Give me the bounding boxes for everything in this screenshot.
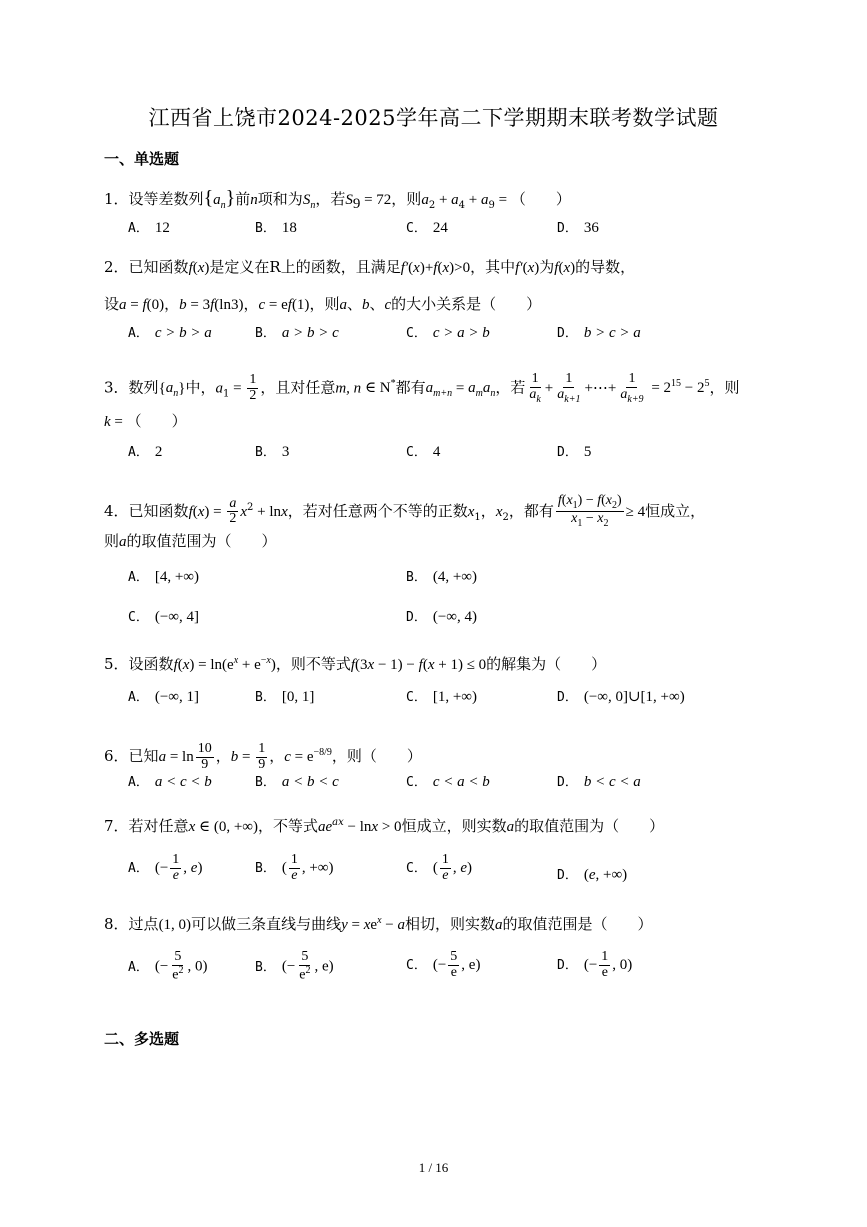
q2-option-c: C． c > a > b xyxy=(406,325,490,341)
q1-option-c: C． 24 xyxy=(406,220,448,236)
q1-option-a: A． 12 xyxy=(128,220,170,236)
question-8: 8．过点(1, 0)可以做三条直线与曲线$y = xe^x - a$相切，则实数a的取值范围是（ ） xyxy=(104,915,653,933)
section-heading-multiple-choice: 二、多选题 xyxy=(104,1030,180,1048)
question-5: 5．设函数$f(x) = \ln(e^x + e^{-x})$，则不等式f(3x − 1) − f(x + 1) ≤ 0的解集为（ ） xyxy=(104,655,607,673)
q3-option-a: A． 2 xyxy=(128,444,163,460)
question-3-line-1: 3．数列$\{a_n\}$中，$a_1$ = $\frac{1}{2}$ ，且对任意m, n ∈ N*都有$a_{m+n} = a_ma_n$，若 $\frac{1}{a_k}$ + $\frac{1}{a_{k+1}}$ +⋯+ $\frac{1}{a_{k+9}}$ = $2^{15} - 2^5$，则 xyxy=(104,371,740,405)
page-number: 1 / 16 xyxy=(418,1160,449,1175)
q6-option-b: B． a < b < c xyxy=(255,774,339,790)
q4-option-c: C． (−∞, 4] xyxy=(128,609,199,625)
question-1: 1．设等差数列$\{a_n\}$前n项和为$S_n$，若$S_9 = 72$，则$a_2 + a_4 + a_9$ = （ ） xyxy=(104,187,571,212)
q8-option-b: B． (− $\frac{5}{e^2}$ , e) xyxy=(255,949,334,983)
q4-option-d: D． (−∞, 4) xyxy=(406,609,477,625)
q8-option-d: D． (− $\frac{1}{e}$ , 0) xyxy=(557,949,633,980)
q5-option-b: B． [0, 1] xyxy=(255,689,315,705)
q5-option-a: A． (−∞, 1] xyxy=(128,689,199,705)
q6-option-d: D． b < c < a xyxy=(557,774,641,790)
question-4-line-2: 则a的取值范围为（ ） xyxy=(104,532,277,550)
page-title: 江西省上饶市2024-2025学年高二下学期期末联考数学试题 xyxy=(148,106,719,130)
q2-option-d: D． b > c > a xyxy=(557,325,641,341)
q8-option-c: C． (− $\frac{5}{e}$ , e) xyxy=(406,949,481,980)
q3-option-d: D． 5 xyxy=(557,444,592,460)
q7-option-c: C． ( $\frac{1}{e}$ , e) xyxy=(406,852,472,883)
q6-option-c: C． c < a < b xyxy=(406,774,490,790)
q3-option-b: B． 3 xyxy=(255,444,290,460)
q5-option-d: D． (−∞, 0]∪[1, +∞) xyxy=(557,689,685,705)
q6-option-a: A． a < c < b xyxy=(128,774,212,790)
question-6: 6．已知a = ln $\frac{10}{9}$ ，b = $\frac{1}{9}$ ，$c = e^{-8/9}$，则（ ） xyxy=(104,741,422,772)
q1-option-b: B． 18 xyxy=(255,220,297,236)
q8-option-a: A． (− $\frac{5}{e^2}$ , 0) xyxy=(128,949,208,983)
q7-option-b: B． ( $\frac{1}{e}$ , +∞) xyxy=(255,852,334,883)
q7-option-d: D． (e, +∞) xyxy=(557,867,628,883)
question-3-line-2: k = （ ） xyxy=(104,412,187,430)
question-4-line-1: 4．已知函数f(x) = $\frac{a}{2}$ $x^2 + \ln x$，若对任意两个不等的正数$x_1$，$x_2$，都有 $\frac{f(x_1) - f(x_2)}{x_1 - x_2}$ ≥ 4恒成立， xyxy=(104,493,706,530)
q2-option-b: B． a > b > c xyxy=(255,325,339,341)
q4-option-b: B． (4, +∞) xyxy=(406,569,477,585)
q3-option-c: C． 4 xyxy=(406,444,441,460)
q1-option-d: D． 36 xyxy=(557,220,599,236)
question-7: 7．若对任意x ∈ (0, +∞)，不等式$ae^{ax} - \ln x > 0$恒成立，则实数a的取值范围为（ ） xyxy=(104,817,665,835)
q7-option-a: A． (− $\frac{1}{e}$ , e) xyxy=(128,852,203,883)
question-2-line-2: 设a = f(0)，b = 3f(ln3)，c = ef(1)，则a、b、c的大小关系是（ ） xyxy=(104,295,542,313)
q5-option-c: C． [1, +∞) xyxy=(406,689,477,705)
q2-option-a: A． c > b > a xyxy=(128,325,212,341)
section-heading-single-choice: 一、单选题 xyxy=(104,150,180,168)
q4-option-a: A． [4, +∞) xyxy=(128,569,199,585)
question-2-line-1: 2．已知函数f(x)是定义在R上的函数，且满足f′(x)+f(x)>0，其中f′(x)为f(x)的导数， xyxy=(104,258,636,276)
